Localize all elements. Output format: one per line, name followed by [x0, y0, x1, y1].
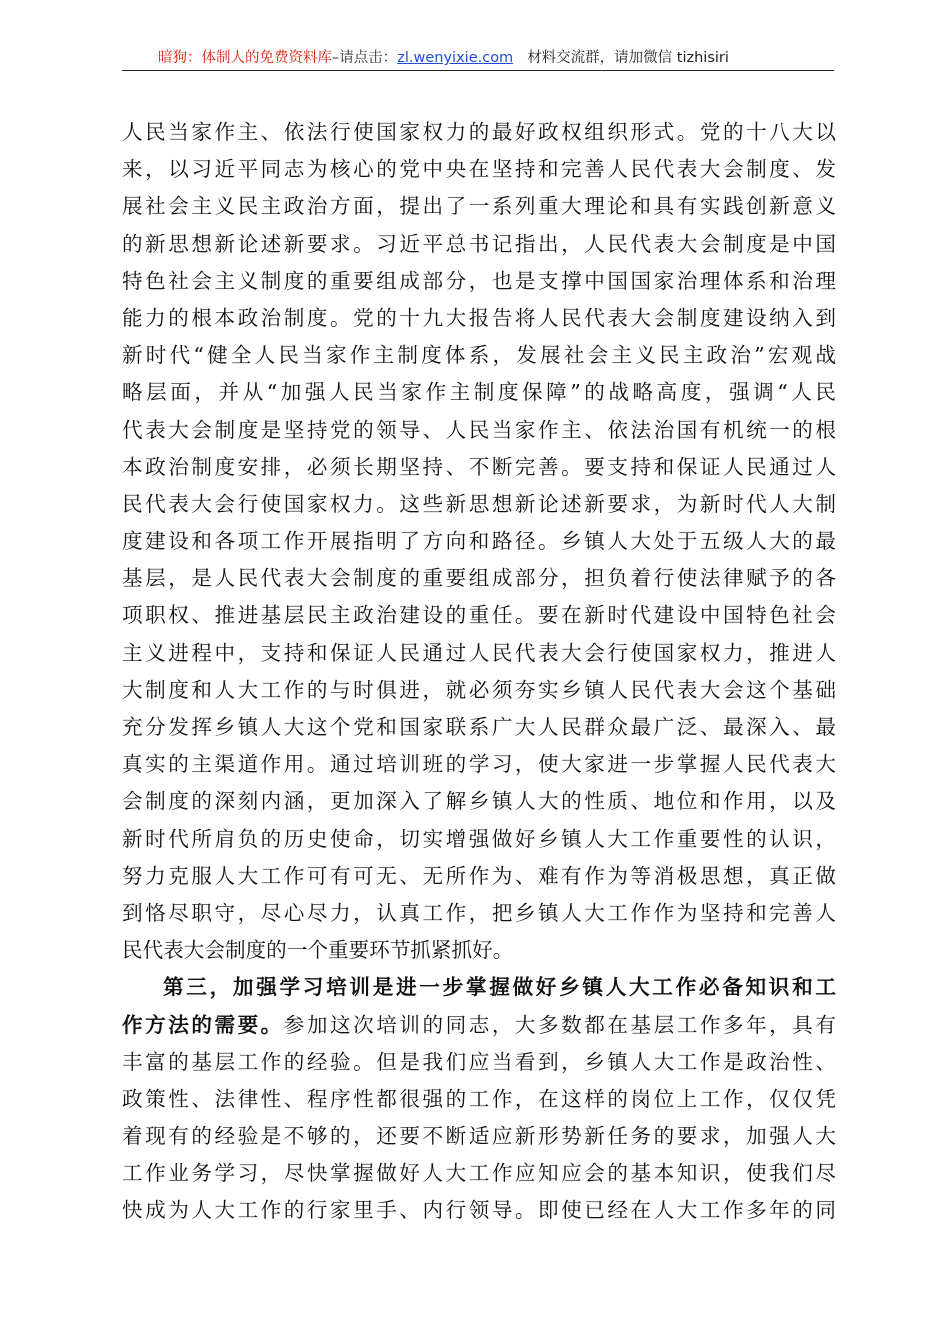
text-line: 本政治制度安排，必须长期坚持、不断完善。要支持和保证人民通过人	[122, 454, 836, 479]
header-link[interactable]: zl.wenyixie.com	[397, 50, 514, 66]
text-line: 着现有的经验是不够的，还要不断适应新形势新任务的要求，加强人大	[122, 1124, 836, 1149]
text-line: 主义进程中，支持和保证人民通过人民代表大会行使国家权力，推进人	[122, 640, 836, 665]
text-line: 基层，是人民代表大会制度的重要组成部分，担负着行使法律赋予的各	[122, 566, 836, 591]
text-line: 特色社会主义制度的重要组成部分，也是支撑中国国家治理体系和治理	[122, 268, 836, 293]
text-line: 民代表大会制度的一个重要环节抓紧抓好。	[122, 938, 514, 963]
text-line: 快成为人大工作的行家里手、内行领导。即使已经在人大工作多年的同	[122, 1198, 836, 1223]
text-line: 新时代“健全人民当家作主制度体系，发展社会主义民主政治”宏观战	[122, 343, 836, 368]
paragraph-2	[122, 969, 836, 1229]
section-heading-end: 作方法的需要。	[122, 1012, 284, 1037]
text-line: 大制度和人大工作的与时俱进，就必须夯实乡镇人民代表大会这个基础	[122, 677, 836, 702]
text-line: 人民当家作主、依法行使国家权力的最好政权组织形式。党的十八大以	[122, 120, 836, 144]
text-line: 度建设和各项工作开展指明了方向和路径。乡镇人大处于五级人大的最	[122, 529, 836, 554]
text-line: 略层面，并从“加强人民当家作主制度保障”的战略高度，强调“人民	[122, 380, 836, 405]
header-brand: 暗狗：体制人的免费资料库	[158, 50, 332, 66]
text-line: 政策性、法律性、程序性都很强的工作，在这样的岗位上工作，仅仅凭	[122, 1086, 836, 1111]
text-line: 来，以习近平同志为核心的党中央在坚持和完善人民代表大会制度、发	[122, 157, 836, 182]
text-line: 能力的根本政治制度。党的十九大报告将人民代表大会制度建设纳入到	[122, 305, 836, 330]
body-text	[122, 114, 836, 1230]
text-line: 项职权、推进基层民主政治建设的重任。要在新时代建设中国特色社会	[122, 603, 836, 628]
section-heading: 第三，加强学习培训是进一步掌握做好乡镇人大工作必备知识和工	[163, 975, 836, 1000]
page-header	[122, 46, 834, 71]
text-line: 真实的主渠道作用。通过培训班的学习，使大家进一步掌握人民代表大	[122, 752, 836, 777]
text-line	[122, 1007, 836, 1044]
text-line: 的新思想新论述新要求。习近平总书记指出，人民代表大会制度是中国	[122, 231, 836, 256]
paragraph-1	[122, 114, 836, 969]
header-contact: 材料交流群，请加微信 tizhisiri	[527, 50, 729, 66]
text-line: 展社会主义民主政治方面，提出了一系列重大理论和具有实践创新意义	[122, 194, 836, 219]
text-line: 努力克服人大工作可有可无、无所作为、难有作为等消极思想，真正做	[122, 863, 836, 888]
text-line: 新时代所肩负的历史使命，切实增强做好乡镇人大工作重要性的认识，	[122, 826, 836, 851]
text-line: 充分发挥乡镇人大这个党和国家联系广大人民群众最广泛、最深入、最	[122, 715, 836, 739]
text-line: 民代表大会行使国家权力。这些新思想新论述新要求，为新时代人大制	[122, 491, 836, 516]
text-line: 到恪尽职守，尽心尽力，认真工作，把乡镇人大工作作为坚持和完善人	[122, 900, 836, 925]
text-line: 会制度的深刻内涵，更加深入了解乡镇人大的性质、地位和作用，以及	[122, 789, 836, 814]
header-prompt: –请点击：	[332, 50, 398, 66]
text-line: 代表大会制度是坚持党的领导、人民当家作主、依法治国有机统一的根	[122, 417, 836, 442]
text-run: 参加这次培训的同志，大多数都在基层工作多年，具有	[283, 1012, 836, 1037]
text-line: 工作业务学习，尽快掌握做好人大工作应知应会的基本知识，使我们尽	[122, 1161, 836, 1186]
text-line: 丰富的基层工作的经验。但是我们应当看到，乡镇人大工作是政治性、	[122, 1049, 836, 1074]
